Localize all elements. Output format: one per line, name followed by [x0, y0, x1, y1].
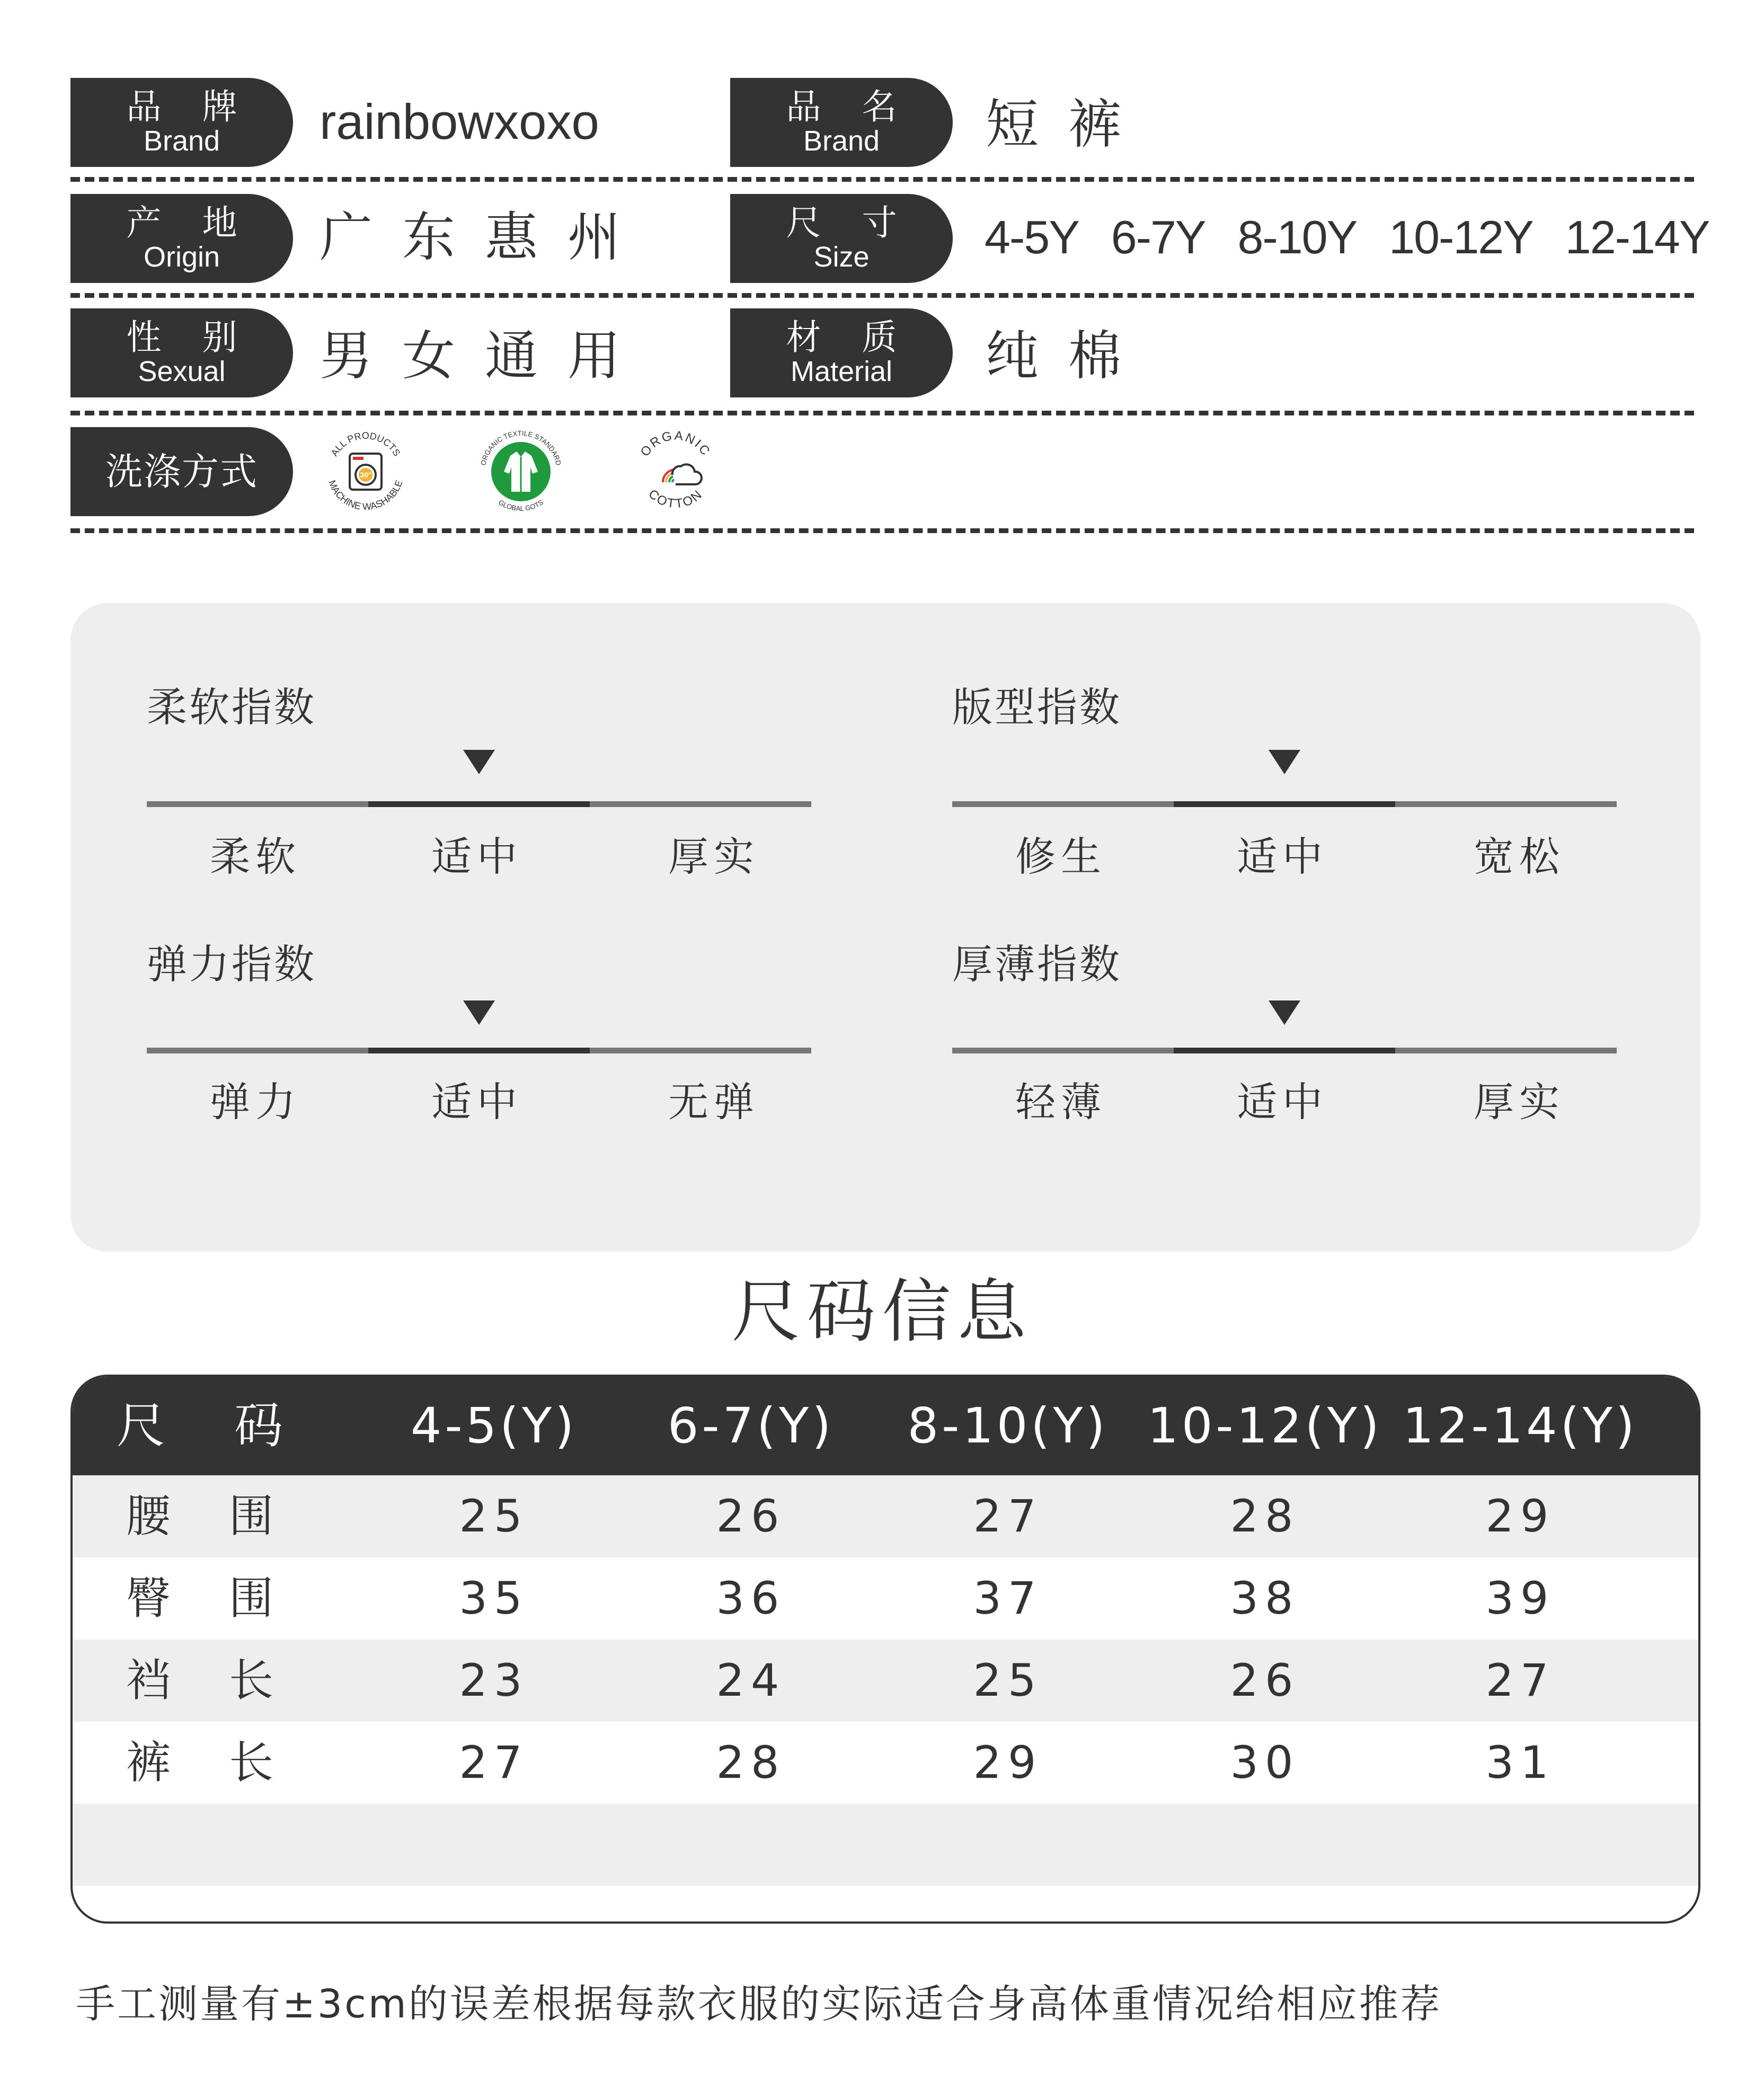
index-track-active-segment	[1174, 1048, 1395, 1053]
table-cell: 35	[459, 1572, 529, 1624]
index-track-segment	[1395, 1048, 1617, 1053]
badge-text-top: ALL PRODUCTS	[329, 430, 403, 458]
table-cell: 28	[716, 1737, 786, 1788]
divider	[70, 411, 1694, 415]
column-header: 12-14(Y)	[1403, 1397, 1638, 1454]
name-value: 短裤	[986, 93, 1151, 155]
index-option: 适中	[431, 833, 522, 880]
origin-label-cn: 产 地	[126, 202, 252, 243]
index-track-segment	[952, 801, 1174, 807]
index-track-segment	[147, 801, 368, 807]
table-cell: 30	[1230, 1737, 1300, 1788]
wash-label: 洗涤方式	[105, 450, 258, 493]
origin-tag	[70, 194, 293, 283]
size-tag	[730, 194, 953, 283]
column-header: 10-12(Y)	[1147, 1397, 1382, 1454]
brand-tag	[70, 78, 293, 167]
row-label: 臀围	[126, 1572, 332, 1624]
sex-value: 男女通用	[320, 325, 650, 387]
row-label: 裆长	[126, 1654, 332, 1706]
table-cell: 31	[1485, 1737, 1555, 1788]
size-table	[70, 1375, 1700, 1924]
organic-cotton-icon	[628, 424, 723, 519]
table-cell: 39	[1485, 1572, 1555, 1624]
badge-text-top: ORGANIC	[637, 428, 714, 459]
badge-text-bottom: COTTON	[645, 486, 706, 511]
index-track-segment	[1395, 801, 1617, 807]
table-cell: 23	[459, 1654, 529, 1706]
table-cell: 29	[1485, 1490, 1555, 1542]
column-header: 4-5(Y)	[410, 1397, 578, 1454]
badge-text-bottom: MACHINE WASHABLE	[326, 479, 405, 512]
index-marker-icon	[463, 1000, 495, 1025]
index-track-segment	[590, 801, 811, 807]
table-row	[73, 1722, 1698, 1804]
table-cell: 38	[1230, 1572, 1300, 1624]
table-row-empty	[73, 1804, 1698, 1886]
row-label: 腰围	[126, 1490, 332, 1542]
origin-label-en: Origin	[143, 241, 220, 273]
brand-value: rainbowxoxo	[320, 94, 599, 149]
index-marker-icon	[463, 750, 495, 774]
table-row	[73, 1557, 1698, 1640]
table-cell: 28	[1230, 1490, 1300, 1542]
index-option: 适中	[431, 1078, 522, 1126]
index-marker-icon	[1269, 750, 1300, 774]
index-title: 版型指数	[952, 684, 1122, 731]
index-option: 厚实	[668, 833, 759, 880]
table-cell: 27	[1485, 1654, 1555, 1706]
name-label-cn: 品 名	[786, 86, 912, 127]
table-cell: 24	[716, 1654, 786, 1706]
column-header: 6-7(Y)	[667, 1397, 835, 1454]
material-label-cn: 材 质	[786, 317, 912, 358]
machine-washable-icon	[318, 424, 413, 519]
sex-label-cn: 性 别	[126, 317, 252, 358]
table-cell: 37	[973, 1572, 1043, 1624]
index-title: 弹力指数	[147, 941, 316, 988]
index-option: 适中	[1237, 833, 1328, 880]
material-label-en: Material	[790, 356, 893, 387]
index-option: 适中	[1237, 1078, 1328, 1126]
badge-temp: 30°	[360, 471, 371, 479]
footnote: 手工测量有±3cm的误差根据每款衣服的实际适合身高体重情况给相应推荐	[76, 1981, 1442, 2027]
table-cell: 27	[459, 1737, 529, 1788]
table-cell: 26	[1230, 1654, 1300, 1706]
index-option: 厚实	[1474, 1078, 1565, 1126]
column-header: 8-10(Y)	[907, 1397, 1109, 1454]
brand-label-en: Brand	[143, 125, 220, 157]
gots-icon	[473, 424, 569, 519]
row-label: 裤长	[126, 1737, 332, 1788]
divider	[70, 177, 1694, 182]
table-cell: 25	[459, 1490, 529, 1542]
name-tag	[730, 78, 953, 167]
index-title: 厚薄指数	[952, 941, 1122, 988]
table-row	[73, 1475, 1698, 1557]
table-cell: 26	[716, 1490, 786, 1542]
index-marker-icon	[1269, 1000, 1300, 1025]
name-label-en: Brand	[803, 125, 880, 157]
table-cell: 29	[973, 1737, 1043, 1788]
index-track-segment	[147, 1048, 368, 1053]
origin-value: 广东惠州	[320, 206, 650, 268]
index-option: 宽松	[1474, 833, 1565, 880]
index-track-active-segment	[1174, 801, 1395, 807]
material-tag	[730, 308, 953, 397]
sex-tag	[70, 308, 293, 397]
table-cell: 36	[716, 1572, 786, 1624]
index-option: 柔软	[210, 833, 301, 880]
size-label-cn: 尺 寸	[786, 202, 912, 243]
wash-tag	[70, 427, 293, 516]
divider	[70, 528, 1694, 533]
table-cell: 25	[973, 1654, 1043, 1706]
index-track-active-segment	[368, 801, 590, 807]
index-option: 修生	[1015, 833, 1106, 880]
index-option: 轻薄	[1015, 1078, 1106, 1126]
index-track-segment	[590, 1048, 811, 1053]
size-value: 4-5Y 6-7Y 8-10Y 10-12Y 12-14Y	[985, 211, 1709, 263]
divider	[70, 293, 1694, 298]
index-track-segment	[952, 1048, 1174, 1053]
index-track-active-segment	[368, 1048, 590, 1053]
sex-label-en: Sexual	[138, 356, 226, 387]
column-header-label: 尺码	[116, 1397, 352, 1454]
size-label-en: Size	[813, 241, 870, 273]
brand-label-cn: 品 牌	[126, 86, 252, 127]
badge-text-top: ORGANIC TEXTILE STANDARD	[479, 429, 563, 466]
table-cell: 27	[973, 1490, 1043, 1542]
table-row	[73, 1640, 1698, 1722]
badge-text-bottom: GLOBAL GOTS	[497, 498, 545, 513]
size-heading: 尺码信息	[731, 1271, 1033, 1352]
index-title: 柔软指数	[147, 684, 316, 731]
material-value: 纯棉	[986, 325, 1151, 387]
index-option: 无弹	[668, 1078, 759, 1126]
index-option: 弹力	[210, 1078, 301, 1126]
table-header	[73, 1377, 1698, 1475]
